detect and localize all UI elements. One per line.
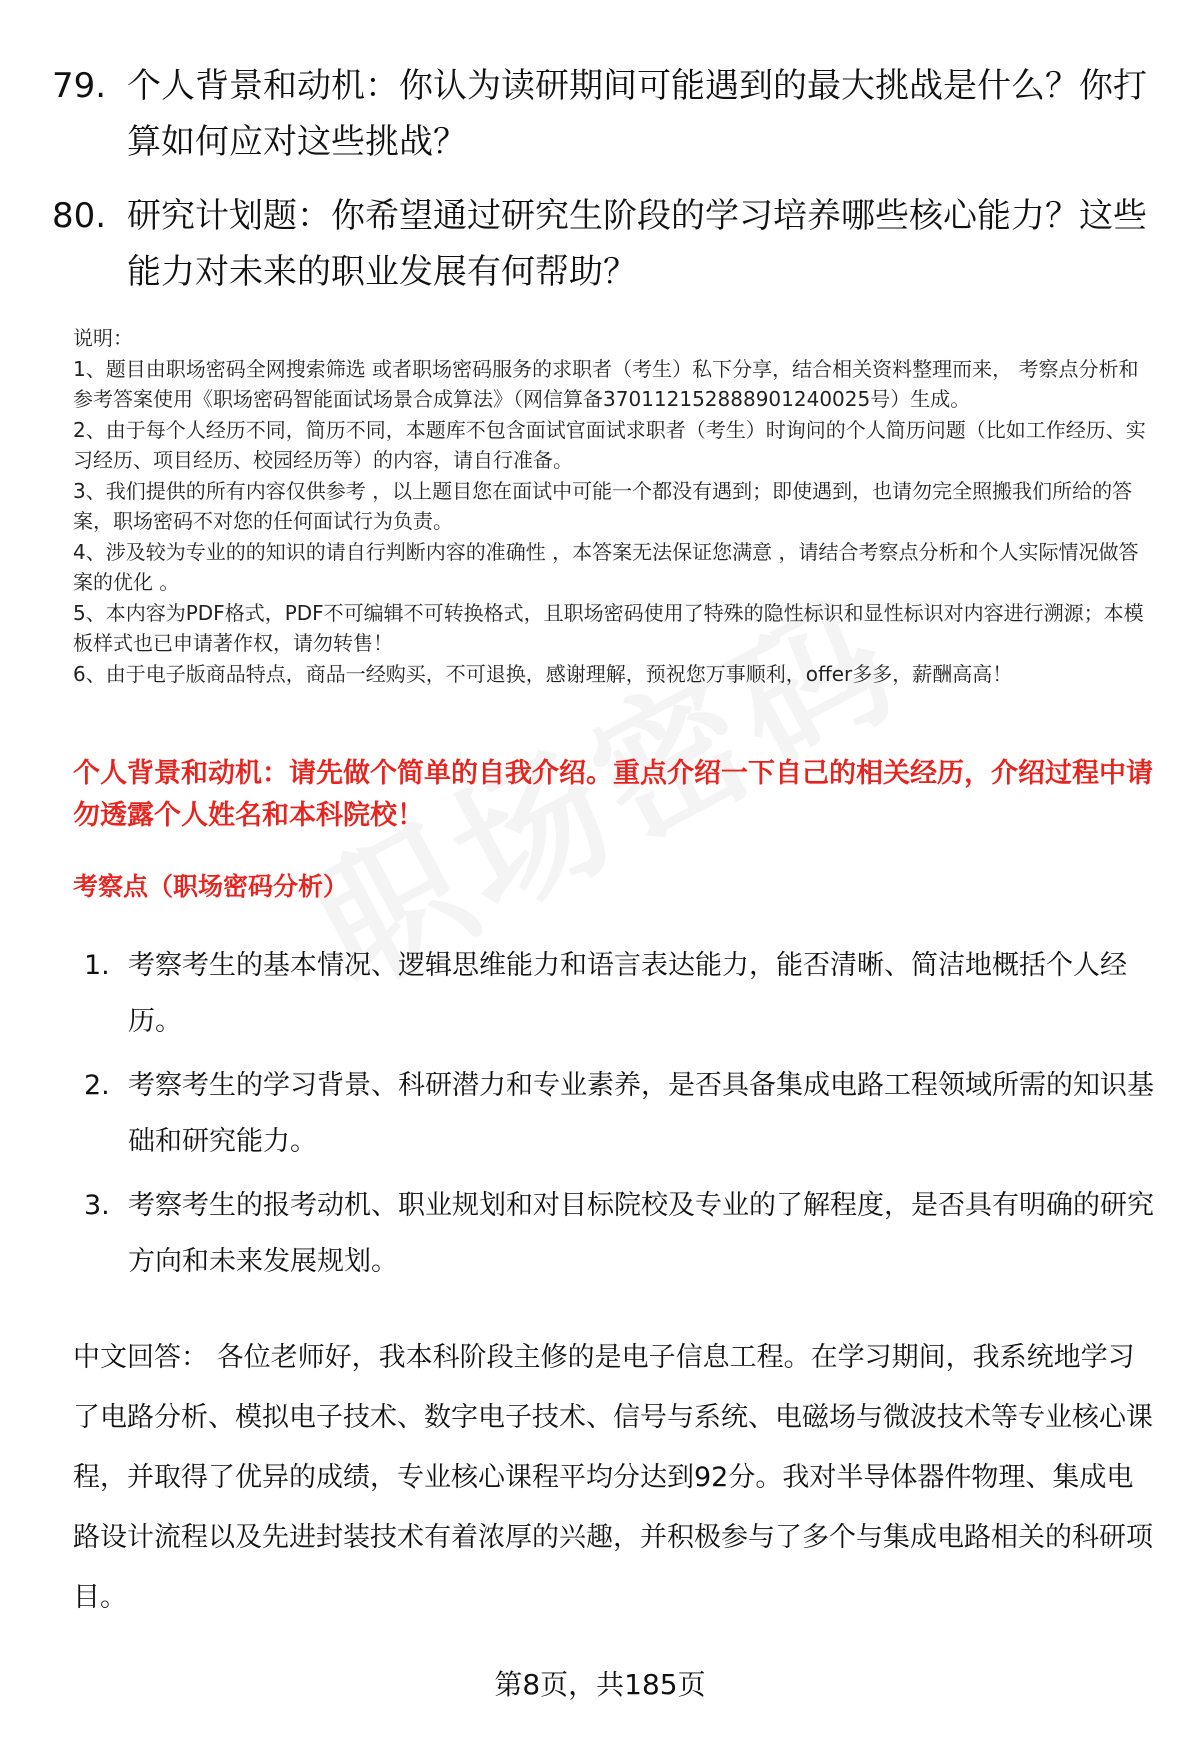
question-text: 个人背景和动机：你认为读研期间可能遇到的最大挑战是什么？你打算如何应对这些挑战？ (127, 66, 1147, 162)
notes-item-4: 4、涉及较为专业的的知识的请自行判断内容的准确性 ，本答案无法保证您满意 ，请结合考察点分析和个人实际情况做答案的优化 。 (73, 539, 1139, 594)
analysis-list (84, 938, 1154, 1298)
analysis-item-number: 1. (84, 950, 110, 981)
analysis-item (84, 1058, 1154, 1170)
section-title: 个人背景和动机：请先做个简单的自我介绍。重点介绍一下自己的相关经历，介绍过程中请勿透露个人姓名和本科院校！ (73, 758, 1153, 831)
analysis-item-number: 2. (84, 1070, 110, 1101)
analysis-item (84, 938, 1154, 1050)
question-79 (52, 58, 1152, 170)
analysis-item-number: 3. (84, 1190, 110, 1221)
analysis-item (84, 1178, 1154, 1290)
question-text: 研究计划题：你希望通过研究生阶段的学习培养哪些核心能力？这些能力对未来的职业发展有何帮助？ (127, 196, 1147, 292)
question-80 (52, 188, 1152, 300)
answer-paragraph: 中文回答： 各位老师好，我本科阶段主修的是电子信息工程。在学习期间，我系统地学习了电路分析、模拟电子技术、数字电子技术、信号与系统、电磁场与微波技术等专业核心课程，并取得了优异的成绩，专业核心课程平均分达到92分。我对半导体器件物理、集成电路设计流程以及先进封装技术有着浓厚的兴趣，并积极参与了多个与集成电路相关的科研项目。 (73, 1342, 1153, 1613)
notes-item-6: 6、由于电子版商品特点，商品一经购买，不可退换，感谢理解，预祝您万事顺利，offer多多，薪酬高高！ (73, 661, 1013, 686)
question-number: 80. (52, 196, 107, 236)
analysis-item-text: 考察考生的基本情况、逻辑思维能力和语言表达能力，能否清晰、简洁地概括个人经历。 (128, 950, 1127, 1037)
notes-item-2: 2、由于每个人经历不同，简历不同，本题库不包含面试官面试求职者（考生）时询问的个人简历问题（比如工作经历、实习经历、项目经历、校园经历等）的内容，请自行准备。 (73, 417, 1146, 472)
analysis-item-text: 考察考生的报考动机、职业规划和对目标院校及专业的了解程度，是否具有明确的研究方向和未来发展规划。 (128, 1190, 1154, 1277)
notes-item-1: 1、题目由职场密码全网搜索筛选 或者职场密码服务的求职者（考生）私下分享，结合相关资料整理而来， 考察点分析和参考答案使用《职场密码智能面试场景合成算法》（网信算备370112152888901240025号）生成。 (73, 356, 1139, 411)
page-footer: 第8页，共185页 (494, 1668, 706, 1701)
analysis-heading: 考察点（职场密码分析） (73, 872, 349, 901)
notes-item-5: 5、本内容为PDF格式，PDF不可编辑不可转换格式，且职场密码使用了特殊的隐性标识和显性标识对内容进行溯源；本模板样式也已申请著作权，请勿转售！ (73, 600, 1144, 655)
notes-block (73, 323, 1153, 689)
question-number: 79. (52, 66, 107, 106)
notes-title: 说明： (73, 326, 133, 350)
analysis-item-text: 考察考生的学习背景、科研潜力和专业素养，是否具备集成电路工程领域所需的知识基础和研究能力。 (128, 1070, 1154, 1157)
notes-item-3: 3、我们提供的所有内容仅供参考 ，以上题目您在面试中可能一个都没有遇到；即使遇到，也请勿完全照搬我们所给的答案，职场密码不对您的任何面试行为负责。 (73, 478, 1133, 533)
